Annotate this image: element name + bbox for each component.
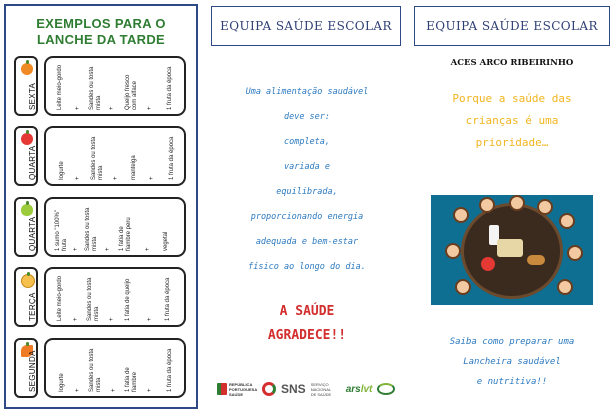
snack-item: 1 fruta da época [167, 66, 173, 110]
child-avatar [455, 279, 471, 295]
cta-line: Saiba como preparar uma [449, 337, 575, 347]
child-avatar [479, 197, 495, 213]
day-tab [14, 126, 38, 186]
snack-item: vegetal [163, 231, 169, 251]
ring-logo-icon [262, 382, 276, 396]
call-to-action [411, 332, 613, 392]
snack-item: + [147, 317, 153, 321]
body-line: variada e [283, 162, 331, 172]
sandwich-illustration [497, 239, 523, 257]
bread-illustration [527, 255, 545, 265]
body-line: equilibrada, [276, 187, 338, 197]
day-name: SEXTA [28, 82, 37, 110]
snack-items-box [44, 126, 186, 186]
snack-item: + [113, 176, 119, 180]
snack-item: Sandes ou tosta mista [87, 277, 100, 321]
snack-item: 1 sumo "100%" fruta [55, 210, 68, 251]
day-row-segunda [14, 338, 186, 398]
snack-item: + [75, 106, 81, 110]
snack-item: 1 fatia de fiambre peru [119, 217, 132, 251]
snack-item: + [111, 388, 117, 392]
snack-item: + [75, 176, 81, 180]
republica-logo [217, 382, 257, 397]
child-avatar [453, 207, 469, 223]
ars-logo [346, 384, 373, 395]
body-line: proporcionando energia [250, 212, 364, 222]
lvt-text: lvt [360, 383, 373, 395]
body-line: completa, [283, 137, 331, 147]
snack-item: 1 fruta da época [167, 348, 173, 392]
apple-illustration [481, 257, 495, 271]
children-food-illustration [431, 195, 593, 305]
snack-item: Leite meio-gordo [57, 64, 63, 110]
day-row-quarta [14, 126, 186, 186]
cta-line: e nutritiva!! [476, 377, 548, 387]
day-row-terca [14, 267, 186, 327]
snack-item: manteiga [131, 155, 137, 180]
snack-item: + [145, 247, 151, 251]
snack-item: 1 fruta da época [169, 136, 175, 180]
closing-message: A SAÚDE AGRADECE!! [267, 304, 347, 343]
child-avatar [537, 199, 553, 215]
snack-item: Iogurte [59, 161, 65, 180]
day-row-quarta-2 [14, 197, 186, 257]
left-panel [0, 0, 203, 417]
body-line: físico ao longo do dia. [248, 262, 366, 272]
aces-subtitle: ACES ARCO RIBEIRINHO [450, 58, 574, 68]
day-name: QUARTA [28, 216, 37, 251]
day-tab [14, 267, 38, 327]
snack-items-box [44, 56, 186, 116]
tagline [411, 88, 613, 154]
snack-item: + [147, 388, 153, 392]
snack-item: + [73, 317, 79, 321]
child-avatar [557, 279, 573, 295]
team-header: EQUIPA SAÚDE ESCOLAR [211, 6, 401, 46]
snack-items-box [44, 267, 186, 327]
republica-text: REPÚBLICA PORTUGUESA SAÚDE [229, 381, 258, 397]
sns-logo: SNS [281, 382, 306, 396]
healthy-eating-text [207, 80, 407, 280]
child-avatar [509, 195, 525, 211]
right-panel [411, 0, 613, 417]
team-header: EQUIPA SAÚDE ESCOLAR [414, 6, 610, 46]
snack-item: + [109, 106, 115, 110]
day-tab [14, 56, 38, 116]
snack-item: + [75, 388, 81, 392]
snack-item: + [147, 106, 153, 110]
ars-text: ars [345, 383, 361, 395]
middle-panel [207, 0, 407, 417]
child-avatar [559, 213, 575, 229]
day-tab [14, 338, 38, 398]
snack-item: Queijo fresco com alface [125, 74, 138, 110]
tagline-line: Porque a saúde das [452, 92, 572, 105]
cta-line: Lancheira saudável [463, 357, 561, 367]
snack-item: Iogurte [59, 373, 65, 392]
day-name: SEGUNDA [28, 350, 37, 392]
snack-item: + [149, 176, 155, 180]
partner-logos [217, 378, 405, 400]
snack-item: Sandes ou tosta mista [89, 348, 102, 392]
snack-item: Sandes ou tosta mista [91, 136, 104, 180]
snack-item: Sandes ou tosta mista [85, 207, 98, 251]
body-line: deve ser: [283, 112, 331, 122]
body-line: adequada e bem-estar [255, 237, 359, 247]
tagline-line: crianças é uma [465, 114, 559, 127]
flag-icon [217, 383, 227, 395]
child-avatar [445, 243, 461, 259]
day-row-sexta [14, 56, 186, 116]
child-avatar [567, 245, 583, 261]
snack-item: 1 fatia de queijo [125, 278, 131, 321]
swirl-logo-icon [377, 383, 395, 395]
tagline-line: prioridade… [475, 136, 549, 149]
snack-item: 1 fruta da época [165, 277, 171, 321]
snack-item: + [105, 247, 111, 251]
sns-subtitle: SERVIÇO NACIONAL DE SAÚDE [310, 381, 332, 397]
snack-item: Sandes ou tosta mista [89, 66, 102, 110]
snack-examples-title: EXEMPLOS PARA O LANCHE DA TARDE [36, 16, 166, 47]
snack-items-box [44, 197, 186, 257]
snack-item: 1 fatia de fiambre [125, 367, 138, 392]
body-line: Uma alimentação saudável [245, 87, 369, 97]
snack-item: + [109, 317, 115, 321]
day-tab [14, 197, 38, 257]
day-name: QUARTA [28, 145, 37, 180]
snack-item: Leite meio-gordo [57, 275, 63, 321]
snack-items-box [44, 338, 186, 398]
day-name: TERÇA [28, 292, 37, 321]
snack-item: + [73, 247, 79, 251]
